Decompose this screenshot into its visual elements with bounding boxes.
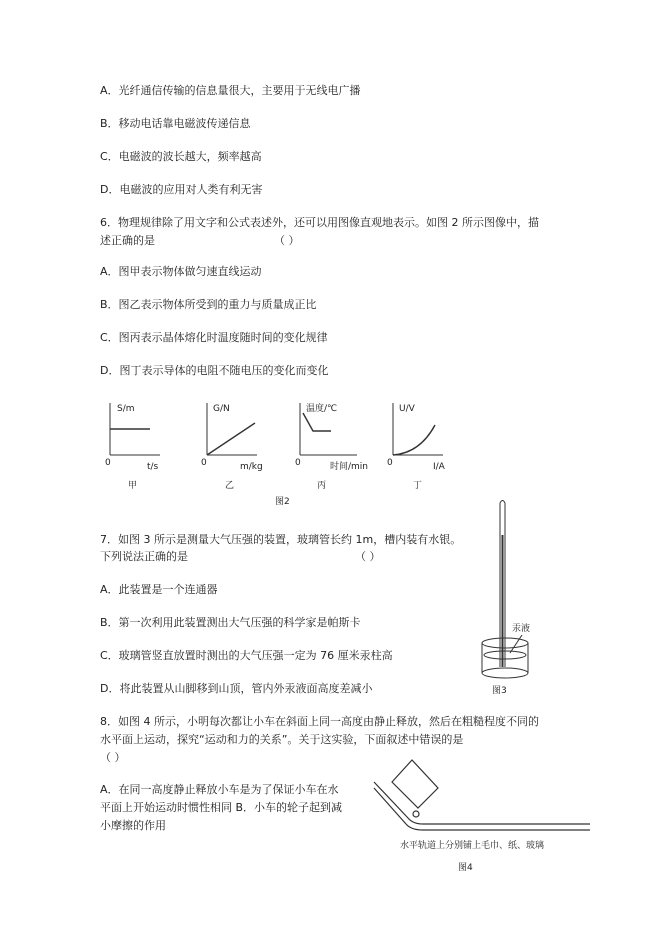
- graph4-xlabel: I/A: [433, 462, 445, 472]
- graph4-origin: 0: [387, 458, 393, 468]
- graph1-xlabel: t/s: [147, 462, 159, 472]
- graph1-ylabel: S/m: [117, 404, 135, 414]
- q5-option-a: A．光纤通信传输的信息量很大，主要用于无线电广播: [100, 84, 361, 97]
- figure-2: [95, 395, 465, 510]
- q6-option-d: D．图丁表示导体的电阻不随电压的变化而变化: [100, 364, 329, 377]
- graph2-curve: [207, 423, 255, 455]
- q7-option-a: A．此装置是一个连通器: [100, 583, 218, 596]
- q6-stem-line1: 6．物理规律除了用文字和公式表述外，还可以用图像直观地表示。如图 2 所示图像中，描: [100, 216, 539, 229]
- q7-stem-line2: 下列说法正确的是: [100, 550, 188, 563]
- graph3-xlabel: 时间/min: [330, 462, 369, 472]
- graph4-curve: [393, 425, 435, 455]
- q7-option-b: B．第一次利用此装置测出大气压强的科学家是帕斯卡: [100, 616, 361, 629]
- q8-option-a-line2: 平面上开始运动时惯性相同 B．小车的轮子起到减: [100, 801, 343, 814]
- q8-answer-bracket: （ ）: [100, 751, 126, 764]
- track-label: 水平轨道上分别铺上毛巾、纸、玻璃: [400, 841, 545, 851]
- graph3-curve: [303, 413, 331, 431]
- graph3-origin: 0: [295, 458, 301, 468]
- q7-option-c: C．玻璃管竖直放置时测出的大气压强一定为 76 厘米汞柱高: [100, 649, 393, 662]
- q6-stem-line2: 述正确的是: [100, 234, 155, 247]
- q5-option-b: B．移动电话靠电磁波传递信息: [100, 117, 251, 130]
- q7-stem-line1: 7．如图 3 所示是测量大气压强的装置，玻璃管长约 1m，槽内装有水银。: [100, 533, 462, 546]
- q6-option-c: C．图丙表示晶体熔化时温度随时间的变化规律: [100, 331, 328, 344]
- graph1-origin: 0: [105, 458, 111, 468]
- graph1-name: 甲: [128, 481, 138, 491]
- graph2-origin: 0: [201, 458, 207, 468]
- figure-4: [368, 752, 598, 877]
- figure-3-caption: 图3: [492, 686, 507, 696]
- figure-3: [470, 495, 540, 700]
- q8-option-a-line3: 小摩擦的作用: [100, 819, 166, 832]
- graph2-name: 乙: [225, 481, 235, 491]
- q7-answer-bracket: （ ）: [355, 550, 381, 563]
- trough-bottom: [482, 668, 528, 678]
- cart-wheel: [413, 811, 419, 817]
- q8-option-a-line1: A．在同一高度静止释放小车是为了保证小车在水: [100, 783, 339, 796]
- figure-4-caption: 图4: [458, 863, 473, 873]
- q8-stem-line1: 8．如图 4 所示，小明每次都让小车在斜面上同一高度由静止释放，然后在粗糙程度不同的: [100, 715, 539, 728]
- q5-option-c: C．电磁波的波长越大，频率越高: [100, 150, 262, 163]
- graph3-ylabel: 温度/℃: [306, 404, 338, 414]
- q7-option-d: D．将此装置从山脚移到山顶，管内外汞液面高度差减小: [100, 682, 373, 695]
- glass-tube-top: [500, 501, 505, 504]
- graph4-ylabel: U/V: [399, 404, 415, 414]
- cart: [392, 760, 438, 808]
- graph2-ylabel: G/N: [213, 404, 230, 414]
- label-pointer: [510, 635, 522, 653]
- graph2-xlabel: m/kg: [240, 462, 263, 472]
- q5-option-d: D．电磁波的应用对人类有利无害: [100, 183, 263, 196]
- q8-stem-line2: 水平面上运动，探究“运动和力的关系”。关于这实验，下面叙述中错误的是: [100, 733, 464, 746]
- q6-answer-bracket: （ ）: [274, 234, 300, 247]
- q6-option-a: A．图甲表示物体做匀速直线运动: [100, 265, 262, 278]
- graph4-name: 丁: [413, 481, 423, 491]
- incline-top: [374, 782, 590, 824]
- graph3-name: 丙: [317, 481, 327, 491]
- figure-2-caption: 图2: [275, 497, 290, 507]
- mercury-label: 汞液: [512, 624, 531, 634]
- q6-option-b: B．图乙表示物体所受到的重力与质量成正比: [100, 298, 317, 311]
